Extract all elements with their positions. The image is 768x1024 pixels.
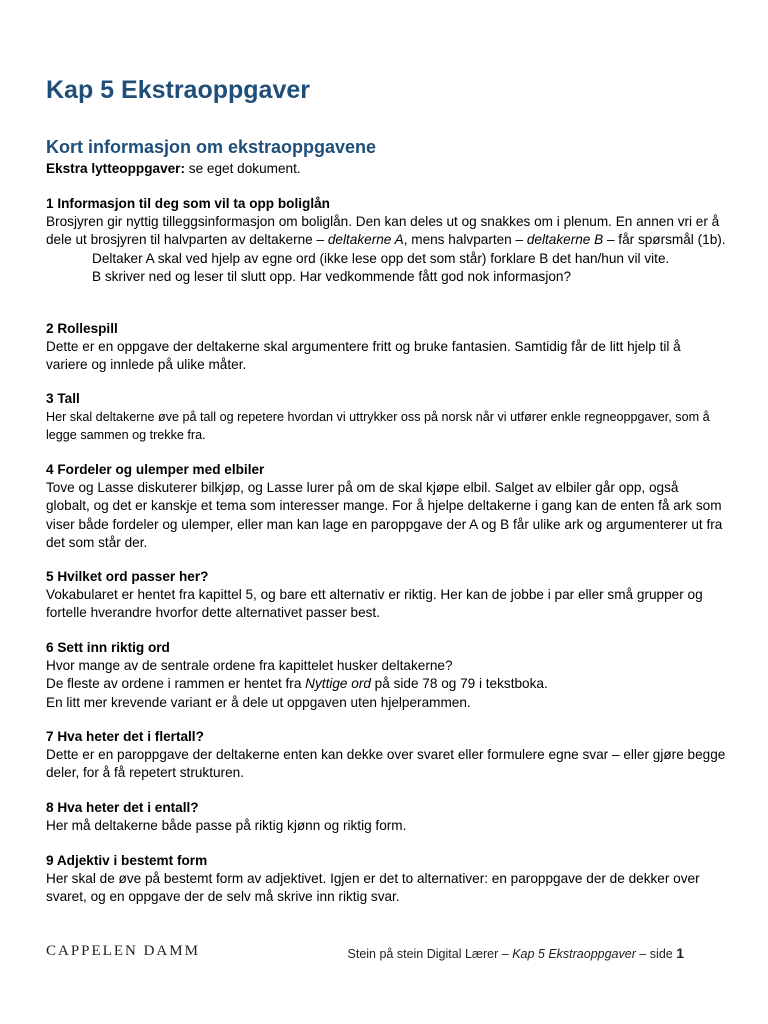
section-3 — [46, 390, 726, 445]
section-7-text: Dette er en paroppgave der deltakerne enten kan dekke over svaret eller formulere egne svar – eller gjøre begge deler, for å få repetert strukturen. — [46, 747, 726, 781]
intro-text: se eget dokument. — [185, 161, 301, 176]
section-6-heading: 6 Sett inn riktig ord — [46, 640, 170, 655]
section-6-line-2 — [46, 675, 726, 693]
section-1-line-2: B skriver ned og leser til slutt opp. Har vedkommende fått god nok informasjon? — [92, 268, 572, 284]
section-6-text-a: De fleste av ordene i rammen er hentet fra — [46, 676, 306, 692]
page-footer — [348, 945, 684, 961]
section-6-text-b: Nyttige ord — [305, 676, 371, 692]
intro-paragraph — [46, 160, 726, 178]
section-6-text-c: på side 78 og 79 i tekstboka. — [370, 676, 548, 692]
section-6 — [46, 639, 726, 712]
section-1-text-c: , mens halvparten – — [403, 232, 527, 248]
section-5-heading: 5 Hvilket ord passer her? — [46, 569, 209, 584]
section-4-heading: 4 Fordeler og ulemper med elbiler — [46, 462, 265, 477]
section-1 — [46, 195, 726, 286]
section-1-text-e: – får spørsmål (1b). — [603, 232, 726, 248]
section-7 — [46, 728, 726, 783]
section-4 — [46, 461, 726, 552]
publisher-logo: CAPPELEN DAMM — [46, 943, 200, 959]
section-9-heading: 9 Adjektiv i bestemt form — [46, 853, 208, 868]
section-2 — [46, 320, 726, 375]
intro-label: Ekstra lytteoppgaver: — [46, 161, 186, 176]
section-1-line-1: Deltaker A skal ved hjelp av egne ord (ikke lese opp det som står) forklare B det han/hun vil vite. — [92, 250, 670, 266]
page-title: Kap 5 Ekstraoppgaver — [46, 76, 310, 104]
section-1-text-b: deltakerne A — [327, 232, 404, 248]
section-8-text: Her må deltakerne både passe på riktig kjønn og riktig form. — [46, 818, 407, 834]
section-subtitle: Kort informasjon om ekstraoppgavene — [46, 137, 377, 157]
section-8-heading: 8 Hva heter det i entall? — [46, 800, 199, 815]
page-number: 1 — [676, 945, 684, 961]
section-9 — [46, 852, 726, 907]
section-1-text-d: deltakerne B — [526, 232, 604, 248]
footer-text-left: Stein på stein Digital Lærer – — [347, 947, 513, 961]
section-8 — [46, 799, 726, 835]
section-5-text: Vokabularet er hentet fra kapittel 5, og bare ett alternativ er riktig. Her kan de jobbe i par eller små grupper og fortelle hverandre hvorfor dette alternativet passer best. — [46, 587, 703, 621]
section-3-text: Her skal deltakerne øve på tall og repetere hvordan vi uttrykker oss på norsk når vi utfører enkle regneoppgaver, som å legge sammen og trekke fra. — [46, 410, 710, 443]
section-2-text: Dette er en oppgave der deltakerne skal argumentere fritt og bruke fantasien. Samtidig får de litt hjelp til å variere og innlede på ulike måter. — [46, 339, 681, 373]
section-6-line-3: En litt mer krevende variant er å dele ut oppgaven uten hjelperammen. — [46, 694, 471, 710]
section-6-line-1: Hvor mange av de sentrale ordene fra kapittelet husker deltakerne? — [46, 658, 453, 674]
section-3-heading: 3 Tall — [46, 391, 80, 406]
section-7-heading: 7 Hva heter det i flertall? — [46, 729, 204, 744]
footer-text-mid: – side — [635, 947, 677, 961]
section-1-text-a: Brosjyren gir nyttig tilleggsinformasjon om boliglån. Den kan deles ut og snakkes om i plenum. En annen vri er å dele ut brosjyren til halvparten av deltakerne – — [46, 214, 720, 248]
section-4-text: Tove og Lasse diskuterer bilkjøp, og Lasse lurer på om de skal kjøpe elbil. Salget av elbiler går opp, også globalt, og det er kanskje et tema som interesser mange. For å hjelpe deltakerne i gang kan de enten få ark som viser både fordeler og ulemper, eller man kan lage en paroppgave der A og B får ulike ark og argumenterer ut fra det som står der. — [46, 480, 723, 550]
section-5 — [46, 568, 726, 623]
section-9-text: Her skal de øve på bestemt form av adjektivet. Igjen er det to alternativer: en paroppgave der de dekker over svaret, og en oppgave der de selv må skrive inn riktig svar. — [46, 871, 700, 905]
section-2-heading: 2 Rollespill — [46, 321, 118, 336]
section-1-heading: 1 Informasjon til deg som vil ta opp boliglån — [46, 196, 330, 211]
footer-text-italic: Kap 5 Ekstraoppgaver — [512, 947, 636, 961]
section-1-paragraph — [46, 213, 726, 249]
